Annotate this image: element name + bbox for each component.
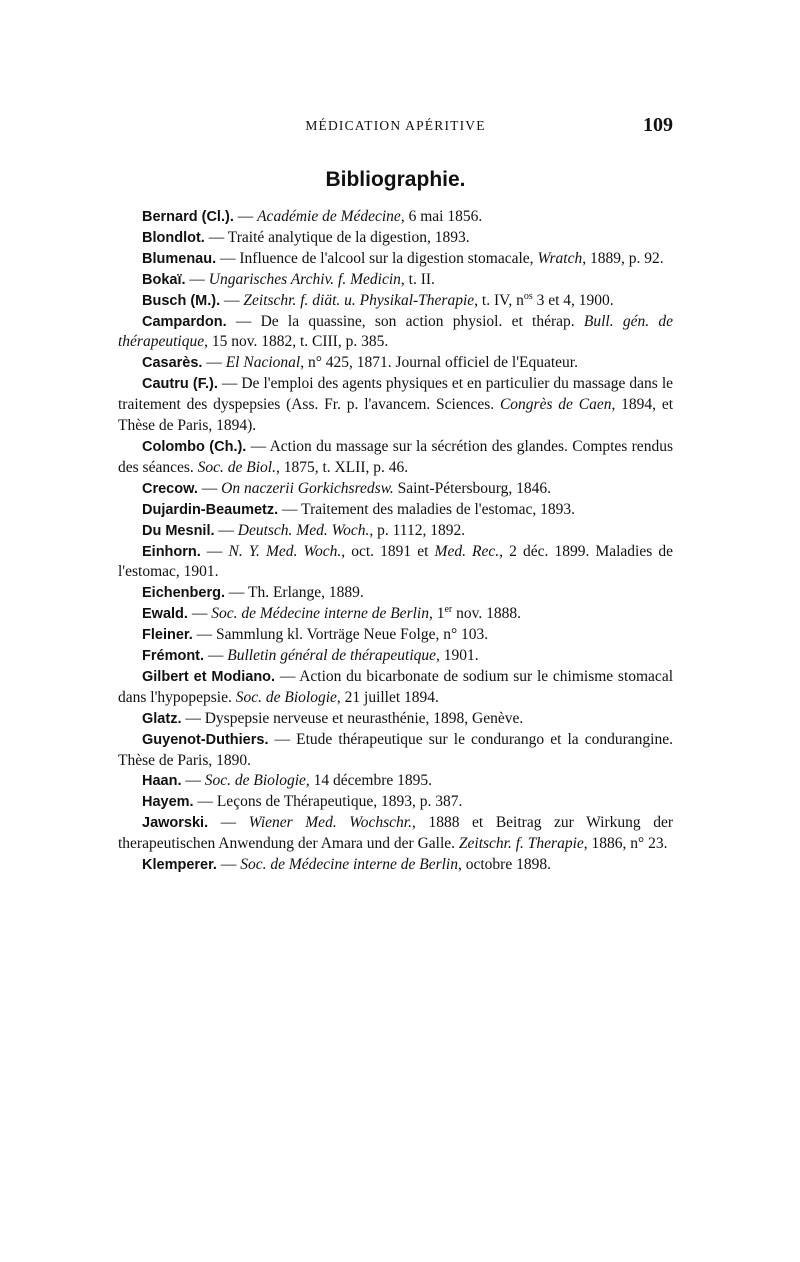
bibliography-entry [118, 730, 673, 772]
entry-text: Saint-Pétersbourg, 1846. [393, 479, 552, 497]
entry-text: — Leçons de Thérapeutique, 1893, p. 387. [193, 793, 463, 811]
entry-text: — Action du massage sur la sécrétion des glandes. Comptes rendus des séances. [118, 437, 673, 476]
entry-publication-title: On naczerii Gorkichsredsw. [221, 479, 394, 497]
entry-text: — [181, 772, 205, 790]
bibliography-entry [118, 813, 673, 855]
entry-author: Casarès. [142, 355, 203, 372]
bibliography-entry [118, 479, 673, 500]
entry-text: , n° 425, 1871. Journal officiel de l'Equateur. [300, 354, 578, 372]
entry-author: Einhorn. [142, 543, 201, 560]
entry-author: Dujardin-Beaumetz. [142, 501, 279, 518]
entry-publication-title: Deutsch. Med. Woch. [237, 521, 370, 539]
bibliography-entry [118, 228, 673, 249]
bibliography-entry [118, 604, 673, 625]
entry-text: — Dyspepsie nerveuse et neurasthénie, 1898, Genève. [181, 709, 524, 727]
entry-author: Ewald. [142, 606, 188, 623]
entry-text: , t. IV, n [474, 291, 524, 309]
bibliography-entry [118, 855, 673, 876]
entry-publication-title: Med. Rec. [434, 542, 500, 560]
entry-author: Bokaï. [142, 271, 186, 288]
bibliography-entry [118, 771, 673, 792]
entry-text: , 1901. [436, 647, 479, 665]
entry-text: — [187, 605, 212, 623]
entry-text: — [185, 270, 209, 288]
entry-text: , 1894, et Thèse de Paris, 1894). [118, 396, 674, 435]
bibliography-entry [118, 207, 673, 228]
entry-text: 3 et 4, 1900. [532, 291, 614, 309]
entry-publication-title: Zeitschr. f. Therapie [458, 835, 584, 853]
entry-text: — Action du bicarbonate de sodium sur le chimisme stomacal dans l'hypopepsie. [118, 667, 674, 706]
bibliography-entry [118, 437, 673, 479]
bibliography-entry [118, 374, 673, 437]
entry-author: Busch (M.). [142, 292, 221, 309]
entry-text: — [197, 479, 222, 497]
entry-text: , 1875, t. XLII, p. 46. [275, 458, 409, 476]
entry-author: Du Mesnil. [142, 522, 215, 539]
entry-publication-title: Soc. de Biologie [235, 688, 337, 706]
page-number: 109 [643, 114, 673, 136]
entry-text: — [204, 647, 228, 665]
entry-text: — [214, 521, 238, 539]
bibliography-entry [118, 542, 673, 584]
entry-publication-title: Wiener Med. Wochschr. [248, 814, 412, 832]
entry-text: , oct. 1891 et [341, 542, 435, 560]
bibliography-entry [118, 291, 673, 312]
entry-text: , 6 mai 1856. [400, 208, 483, 225]
entry-publication-title: Ungarisches Archiv. f. Medicin [208, 270, 401, 288]
entry-text: , octobre 1898. [458, 856, 551, 874]
entry-text: , 1886, n° 23. [583, 835, 668, 853]
bibliography-entry [118, 709, 673, 730]
entry-text: , 1889, p. 92. [582, 249, 664, 267]
entry-author: Cautru (F.). [142, 376, 218, 393]
entry-superscript: er [444, 604, 453, 616]
bibliography-entry [118, 353, 673, 374]
entry-text: — Traitement des maladies de l'estomac, 1893. [278, 500, 575, 518]
entry-publication-title: Zeitschr. f. diät. u. Physikal-Therapie [243, 291, 475, 309]
entry-text: — Traité analytique de la digestion, 1893. [204, 228, 470, 246]
entry-text: — De l'emploi des agents physiques et en particulier du massage dans le traitement des dyspepsies (Ass. Fr. p. l'avancem. Sciences. [118, 375, 674, 414]
entry-text: — Influence de l'alcool sur la digestion stomacale, [216, 249, 538, 267]
running-header [118, 114, 673, 140]
entry-text: — [202, 354, 226, 372]
running-title: MÉDICATION APÉRITIVE [305, 118, 486, 133]
entry-text: — Sammlung kl. Vorträge Neue Folge, n° 103. [192, 626, 489, 644]
bibliography-entry [118, 270, 673, 291]
entry-publication-title: Bull. gén. de thérapeutique [118, 312, 673, 351]
bibliography-entry [118, 500, 673, 521]
entry-publication-title: Soc. de Biol. [197, 458, 276, 476]
entry-publication-title: Soc. de Biologie [204, 772, 306, 790]
bibliography-entry [118, 583, 673, 604]
entry-author: Blumenau. [142, 250, 217, 267]
entry-author: Jaworski. [142, 815, 209, 832]
entry-author: Bernard (Cl.). [142, 209, 234, 225]
entry-text: — [220, 291, 244, 309]
entry-publication-title: El Nacional [225, 354, 301, 372]
entry-author: Guyenot-Duthiers. [142, 731, 269, 748]
entry-text: , 14 décembre 1895. [305, 772, 433, 790]
entry-text: , p. 1112, 1892. [369, 521, 466, 539]
entry-text: — De la quassine, son action physiol. et thérap. [226, 312, 584, 330]
entry-author: Glatz. [142, 710, 182, 727]
entry-author: Blondlot. [142, 229, 205, 246]
entry-author: Haan. [142, 773, 182, 790]
entry-text: — [200, 542, 229, 560]
entry-publication-title: Bulletin général de thérapeutique [227, 647, 437, 665]
entry-text: , 21 juillet 1894. [336, 688, 439, 706]
entry-text: — [216, 856, 241, 874]
entry-text: — [233, 208, 258, 225]
entry-publication-title: Congrès de Caen [499, 396, 612, 414]
entry-text: , t. II. [400, 270, 435, 288]
entry-text: , 15 nov. 1882, t. CIII, p. 385. [204, 333, 389, 351]
entry-text: — Etude thérapeutique sur le condurango et la condurangine. Thèse de Paris, 1890. [118, 730, 673, 769]
section-heading: Bibliographie. [325, 168, 466, 191]
bibliography-entry [118, 312, 673, 354]
entry-author: Eichenberg. [142, 585, 225, 602]
bibliography-entry [118, 646, 673, 667]
entry-author: Frémont. [142, 648, 205, 665]
entry-text: , 2 déc. 1899. Maladies de l'estomac, 1901. [118, 542, 673, 581]
bibliography-entry [118, 249, 673, 270]
entry-publication-title: N. Y. Med. Woch. [228, 542, 342, 560]
entry-publication-title: Soc. de Médecine interne de Berlin [240, 856, 458, 874]
bibliography-entry [118, 792, 673, 813]
entry-author: Campardon. [142, 313, 227, 330]
entry-text: — [208, 814, 249, 832]
entry-text: , 1888 et Beitrag zur Wirkung der therapeutischen Anwendung der Amara und der Galle. [118, 814, 673, 853]
entry-text: , 1 [428, 605, 445, 623]
entry-publication-title: Wratch [537, 249, 583, 267]
bibliography-entry [118, 521, 673, 542]
entry-author: Crecow. [142, 480, 198, 497]
entry-publication-title: Académie de Médecine [257, 208, 401, 225]
entry-author: Hayem. [142, 794, 194, 811]
bibliography-entry [118, 625, 673, 646]
entry-publication-title: Soc. de Médecine interne de Berlin [211, 605, 429, 623]
entry-author: Colombo (Ch.). [142, 438, 247, 455]
bibliography-list [118, 207, 673, 876]
entry-author: Fleiner. [142, 627, 193, 644]
entry-superscript: os [523, 290, 533, 302]
entry-author: Klemperer. [142, 857, 217, 874]
entry-text: — Th. Erlange, 1889. [225, 584, 364, 602]
entry-text: nov. 1888. [452, 605, 521, 623]
entry-author: Gilbert et Modiano. [142, 668, 276, 685]
bibliography-entry [118, 667, 673, 709]
